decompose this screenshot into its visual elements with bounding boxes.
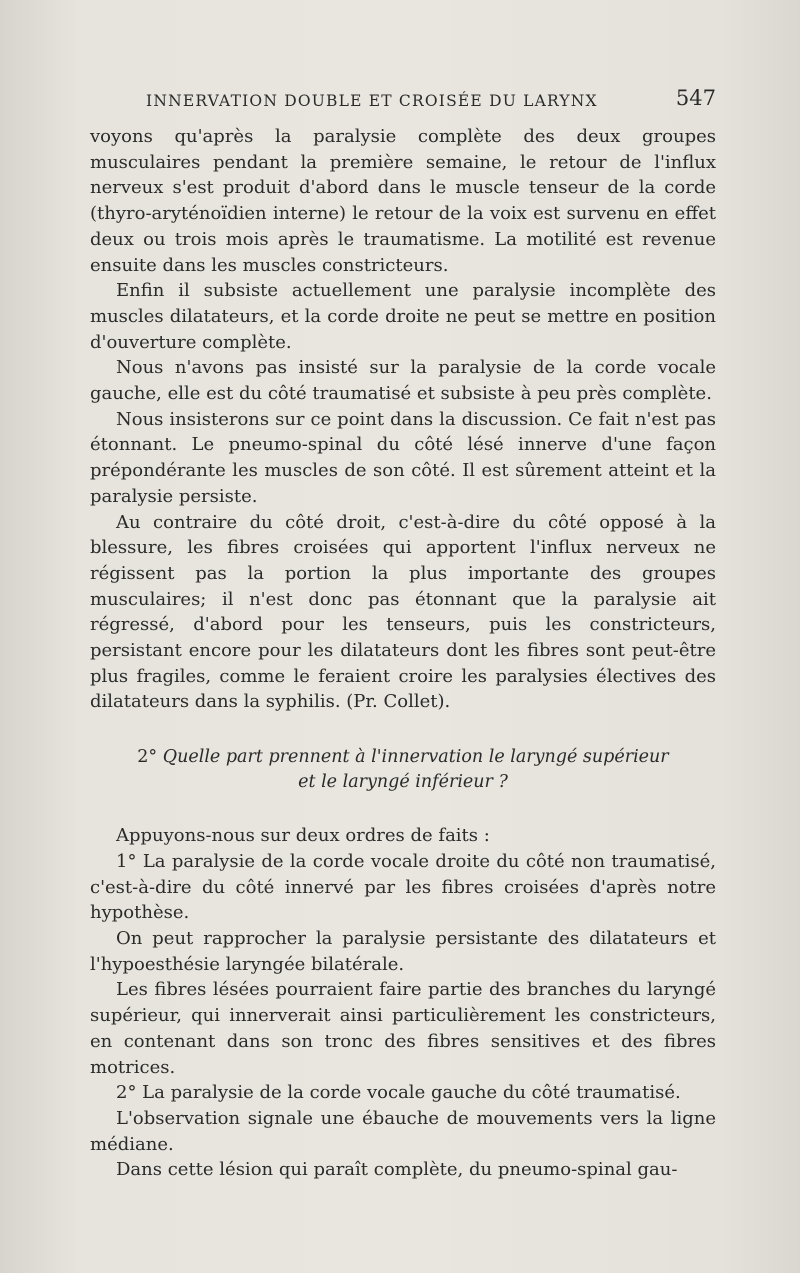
paragraph: voyons qu'après la paralysie complète des deux groupes musculaires pendant la première semaine, le retour de l'influx nerveux s'est produit d'abord dans le muscle tenseur de la corde (thyro-aryténoïdien interne) le retour de la voix est survenu en effet deux ou trois mois après le traumatisme. La motilité est revenue ensuite dans les muscles constricteurs.	[90, 126, 716, 276]
paragraph: Dans cette lésion qui paraît complète, du pneumo-spinal gau-	[116, 1159, 678, 1181]
paragraph: Nous insisterons sur ce point dans la discussion. Ce fait n'est pas étonnant. Le pneumo-spinal du côté lésé innerve d'une façon prépondérante les muscles de son côté. Il est sûrement atteint et la paralysie persiste.	[90, 408, 716, 507]
paragraph: Au contraire du côté droit, c'est-à-dire du côté opposé à la blessure, les fibres croisées qui apportent l'influx nerveux ne régissent pas la portion la plus importante des groupes musculaires; il n'est donc pas étonnant que la paralysie ait régressé, d'abord pour les tenseurs, puis les constricteurs, persistant encore pour les dilatateurs dont les fibres sont peut-être plus fragiles, comme le feraient croire les paralysies électives des dilatateurs dans la syphilis. (Pr. Collet).	[90, 511, 716, 713]
body-text	[90, 124, 716, 1183]
section-heading	[90, 745, 716, 795]
paragraph: On peut rapprocher la paralysie persistante des dilatateurs et l'hypoesthésie laryngée bilatérale.	[90, 927, 716, 975]
paragraph: Enfin il subsiste actuellement une paralysie incomplète des muscles dilatateurs, et la corde droite ne peut se mettre en position d'ouverture complète.	[90, 280, 716, 353]
paragraph: Les fibres lésées pourraient faire partie des branches du laryngé supérieur, qui innerverait ainsi particulièrement les constricteurs, en contenant dans son tronc des fibres sensitives et des fibres motrices.	[90, 979, 716, 1078]
paragraph: 1° La paralysie de la corde vocale droite du côté non traumatisé, c'est-à-dire du côté innervé par les fibres croisées d'après notre hypothèse.	[90, 850, 716, 924]
paragraph: Appuyons-nous sur deux ordres de faits :	[116, 825, 490, 847]
page-header	[146, 86, 716, 116]
running-head: INNERVATION DOUBLE ET CROISÉE DU LARYNX	[146, 92, 598, 110]
section-title-line-2: et le laryngé inférieur ?	[298, 772, 508, 793]
paragraph: L'observation signale une ébauche de mouvements vers la ligne médiane.	[90, 1107, 716, 1155]
section-title-line-1: Quelle part prennent à l'innervation le laryngé supérieur	[162, 747, 669, 768]
page-number: 547	[675, 86, 716, 110]
section-number: 2°	[137, 747, 158, 768]
paragraph: Nous n'avons pas insisté sur la paralysie de la corde vocale gauche, elle est du côté traumatisé et subsiste à peu près complète.	[90, 357, 716, 405]
paragraph: 2° La paralysie de la corde vocale gauche du côté traumatisé.	[116, 1082, 681, 1104]
